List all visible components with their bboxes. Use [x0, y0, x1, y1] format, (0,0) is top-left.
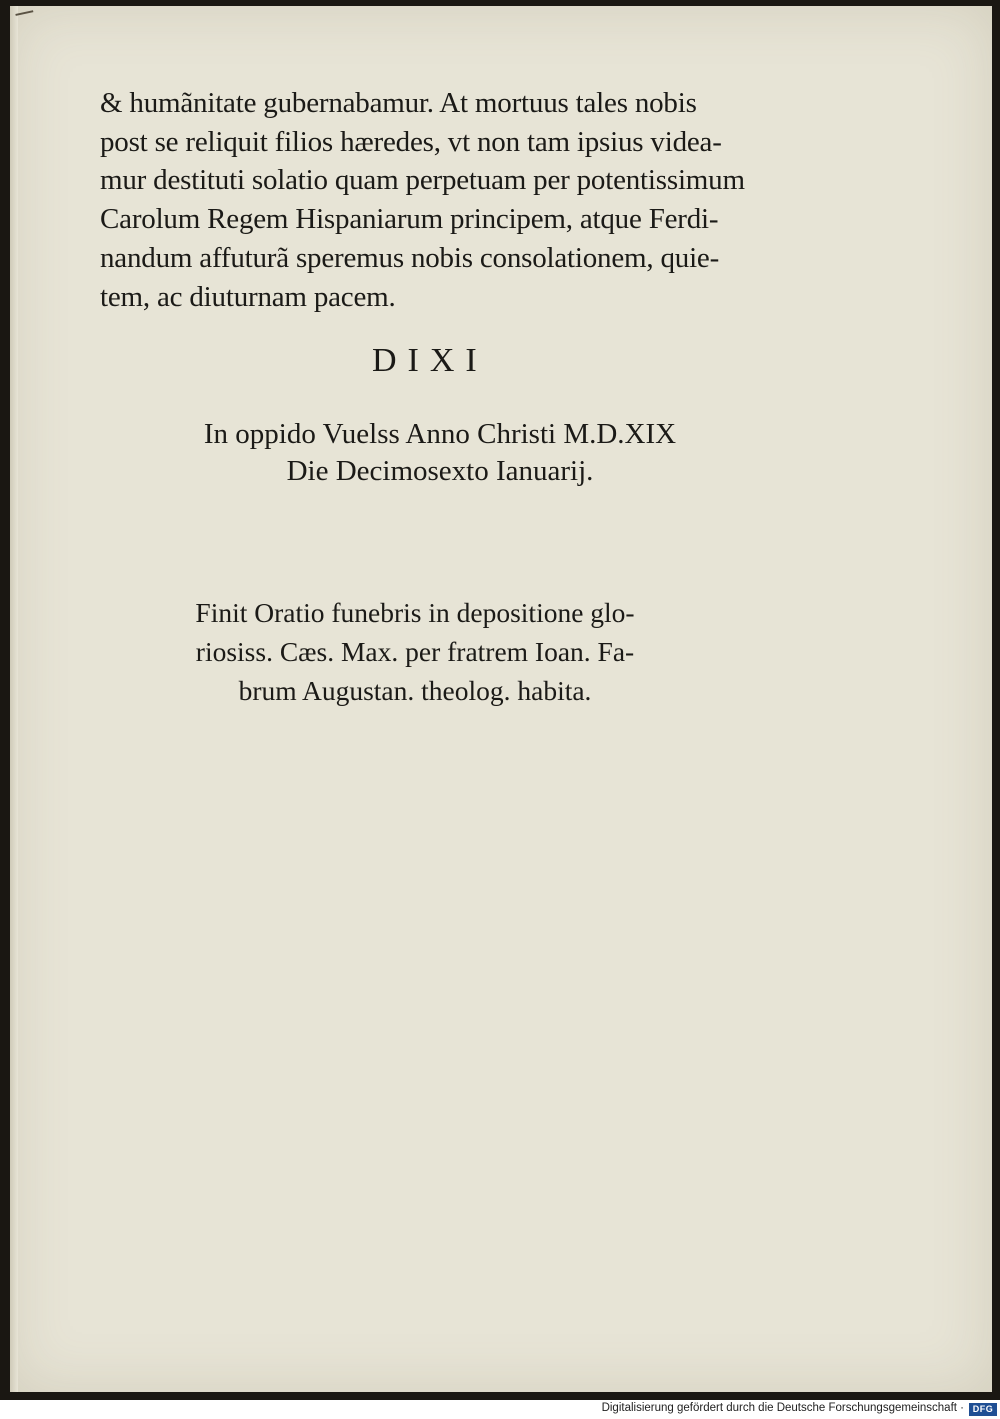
page-fold-shadow	[10, 6, 18, 1392]
finit-line: Finit Oratio funebris in depositione glo-	[195, 597, 635, 628]
body-line: Carolum Regem Hispaniarum principem, atque Ferdi-	[100, 203, 719, 236]
dfg-logo-icon: DFG	[969, 1403, 997, 1416]
colophon-line: In oppido Vuelss Anno Christi M.D.XIX	[203, 418, 677, 450]
date-colophon	[160, 416, 720, 490]
body-line: tem, ac diuturnam pacem.	[100, 280, 396, 313]
body-line: nandum affuturã speremus nobis consolationem, quie-	[100, 241, 720, 274]
corner-mark	[15, 10, 34, 22]
body-line: & humãnitate gubernabamur. At mortuus tales nobis	[100, 87, 697, 119]
finit-line: riosiss. Cæs. Max. per fratrem Ioan. Fa-	[195, 636, 635, 667]
funding-notice: Digitalisierung gefördert durch die Deutsche Forschungsgemeinschaft ·	[601, 1402, 964, 1414]
digitization-footer	[0, 1400, 1000, 1419]
finit-statement	[170, 593, 660, 710]
body-line: post se reliquit filios hæredes, vt non tam ipsius videa-	[100, 125, 722, 158]
book-page	[10, 6, 992, 1392]
oration-body-text	[100, 84, 820, 316]
body-line: mur destituti solatio quam perpetuam per potentissimum	[100, 164, 745, 197]
colophon-line: Die Decimosexto Ianuarij.	[286, 455, 594, 487]
finit-line: brum Augustan. theolog. habita.	[238, 675, 592, 706]
dixi-heading: DIXI	[372, 342, 488, 379]
